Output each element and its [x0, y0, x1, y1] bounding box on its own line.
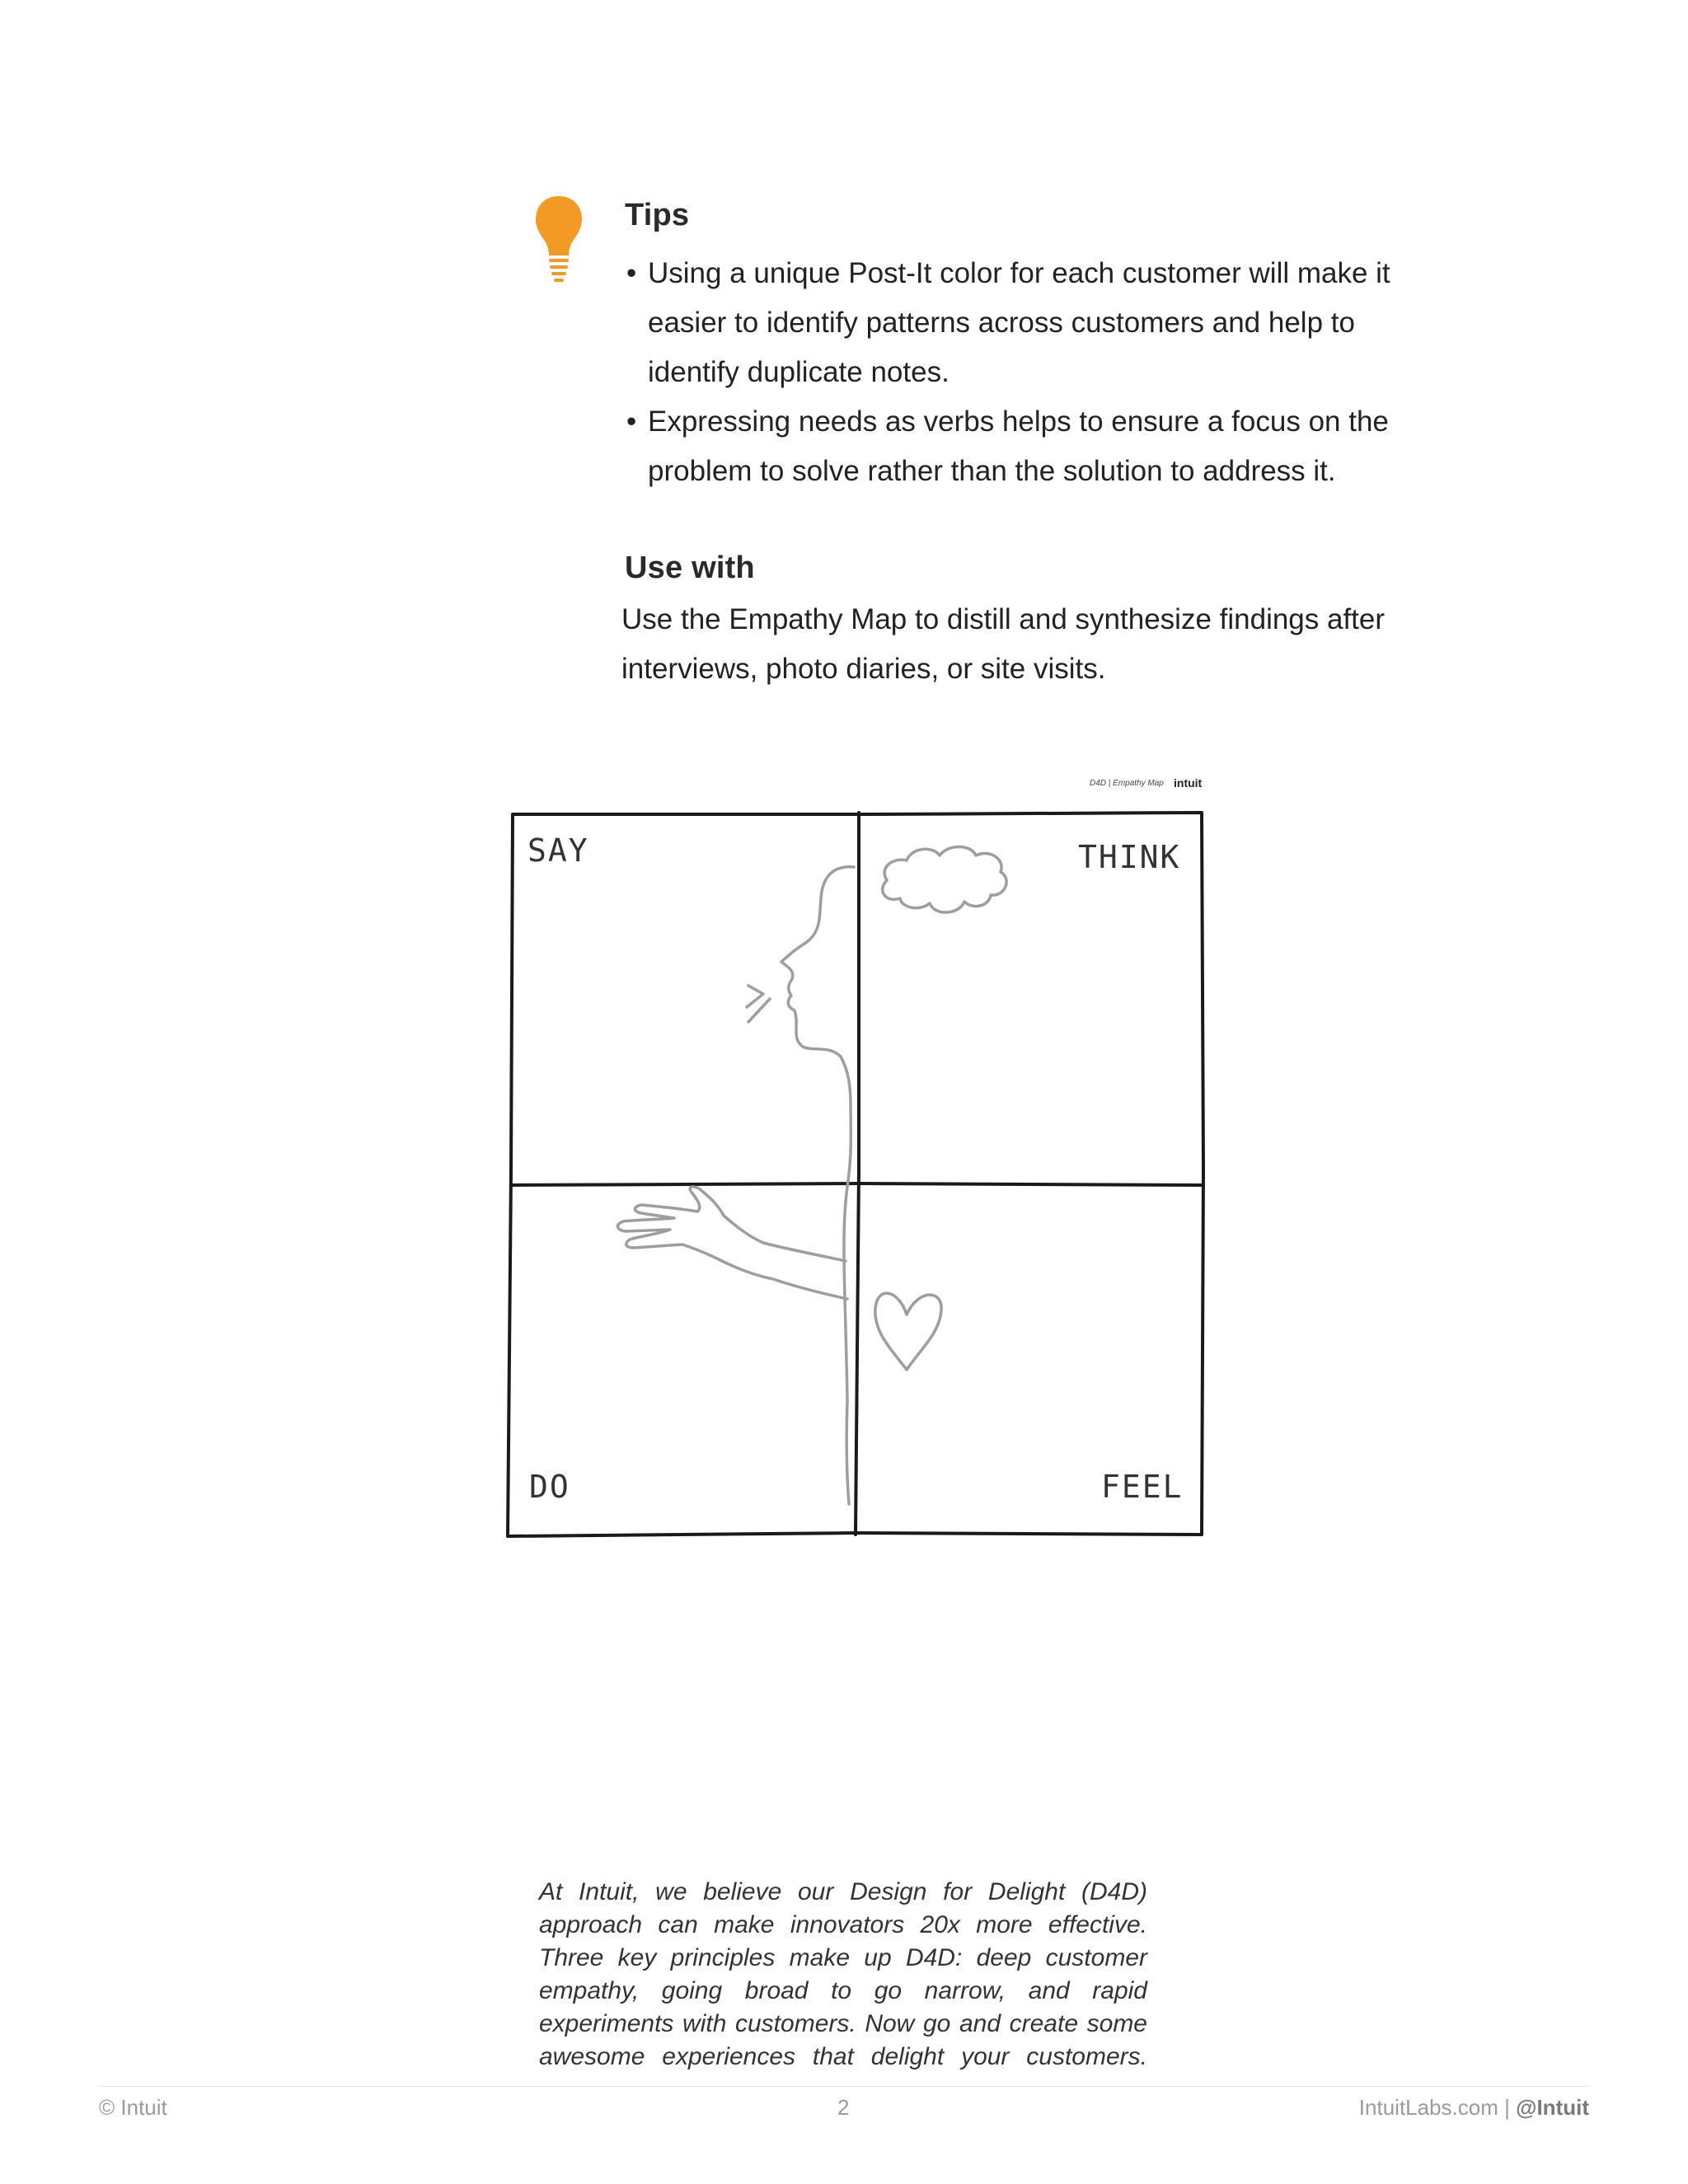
quadrant-label-say: SAY: [528, 832, 589, 869]
quadrant-label-think: THINK: [1078, 839, 1181, 875]
thought-cloud-icon: [883, 847, 1006, 913]
voice-mark: [747, 986, 770, 1022]
page-number: 2: [837, 2095, 850, 2120]
quadrant-label-feel: FEEL: [1101, 1469, 1184, 1505]
bullet: •: [626, 405, 637, 438]
copyright: © Intuit: [99, 2095, 167, 2120]
tip-item: [625, 397, 1432, 496]
empathy-map-diagram: [501, 775, 1212, 1541]
hand-drawing: [617, 1187, 847, 1299]
map-vertical-divider: [856, 813, 859, 1535]
footer-divider: [99, 2086, 1589, 2087]
heart-icon: [875, 1293, 941, 1370]
map-header: D4D | Empathy Map: [1090, 779, 1164, 788]
tips-heading: Tips: [625, 198, 690, 232]
d4d-statement: At Intuit, we believe our Design for Delight (D4D) approach can make innovators 20x more effective. Three key principles make up D4D: deep customer empathy, going broad to go narrow, and rapid experiments with customers. Now go and create some awesome experiences that delight your customers.: [539, 1878, 1147, 2070]
use-with-heading: Use with: [625, 551, 755, 585]
twitter-handle[interactable]: @Intuit: [1516, 2095, 1589, 2120]
person-profile-line: [781, 867, 854, 1504]
use-with-text: Use the Empathy Map to distill and synthesize findings after interviews, photo diaries, or site visits.: [621, 603, 1386, 685]
bullet: •: [626, 257, 637, 289]
map-horizontal-divider: [511, 1183, 1203, 1185]
quadrant-label-do: DO: [529, 1469, 570, 1505]
tip-text: Expressing needs as verbs helps to ensure a focus on the problem to solve rather than the solution to address it.: [648, 405, 1389, 487]
lightbulb-icon: [532, 194, 585, 284]
intuit-logo: intuit: [1174, 776, 1203, 790]
tip-item: [625, 249, 1432, 397]
site-link[interactable]: IntuitLabs.com |: [1358, 2095, 1510, 2120]
tip-text: Using a unique Post-It color for each customer will make it easier to identify patterns across customers and help to identify duplicate notes.: [648, 257, 1390, 388]
footer-links: [1359, 2095, 1589, 2121]
